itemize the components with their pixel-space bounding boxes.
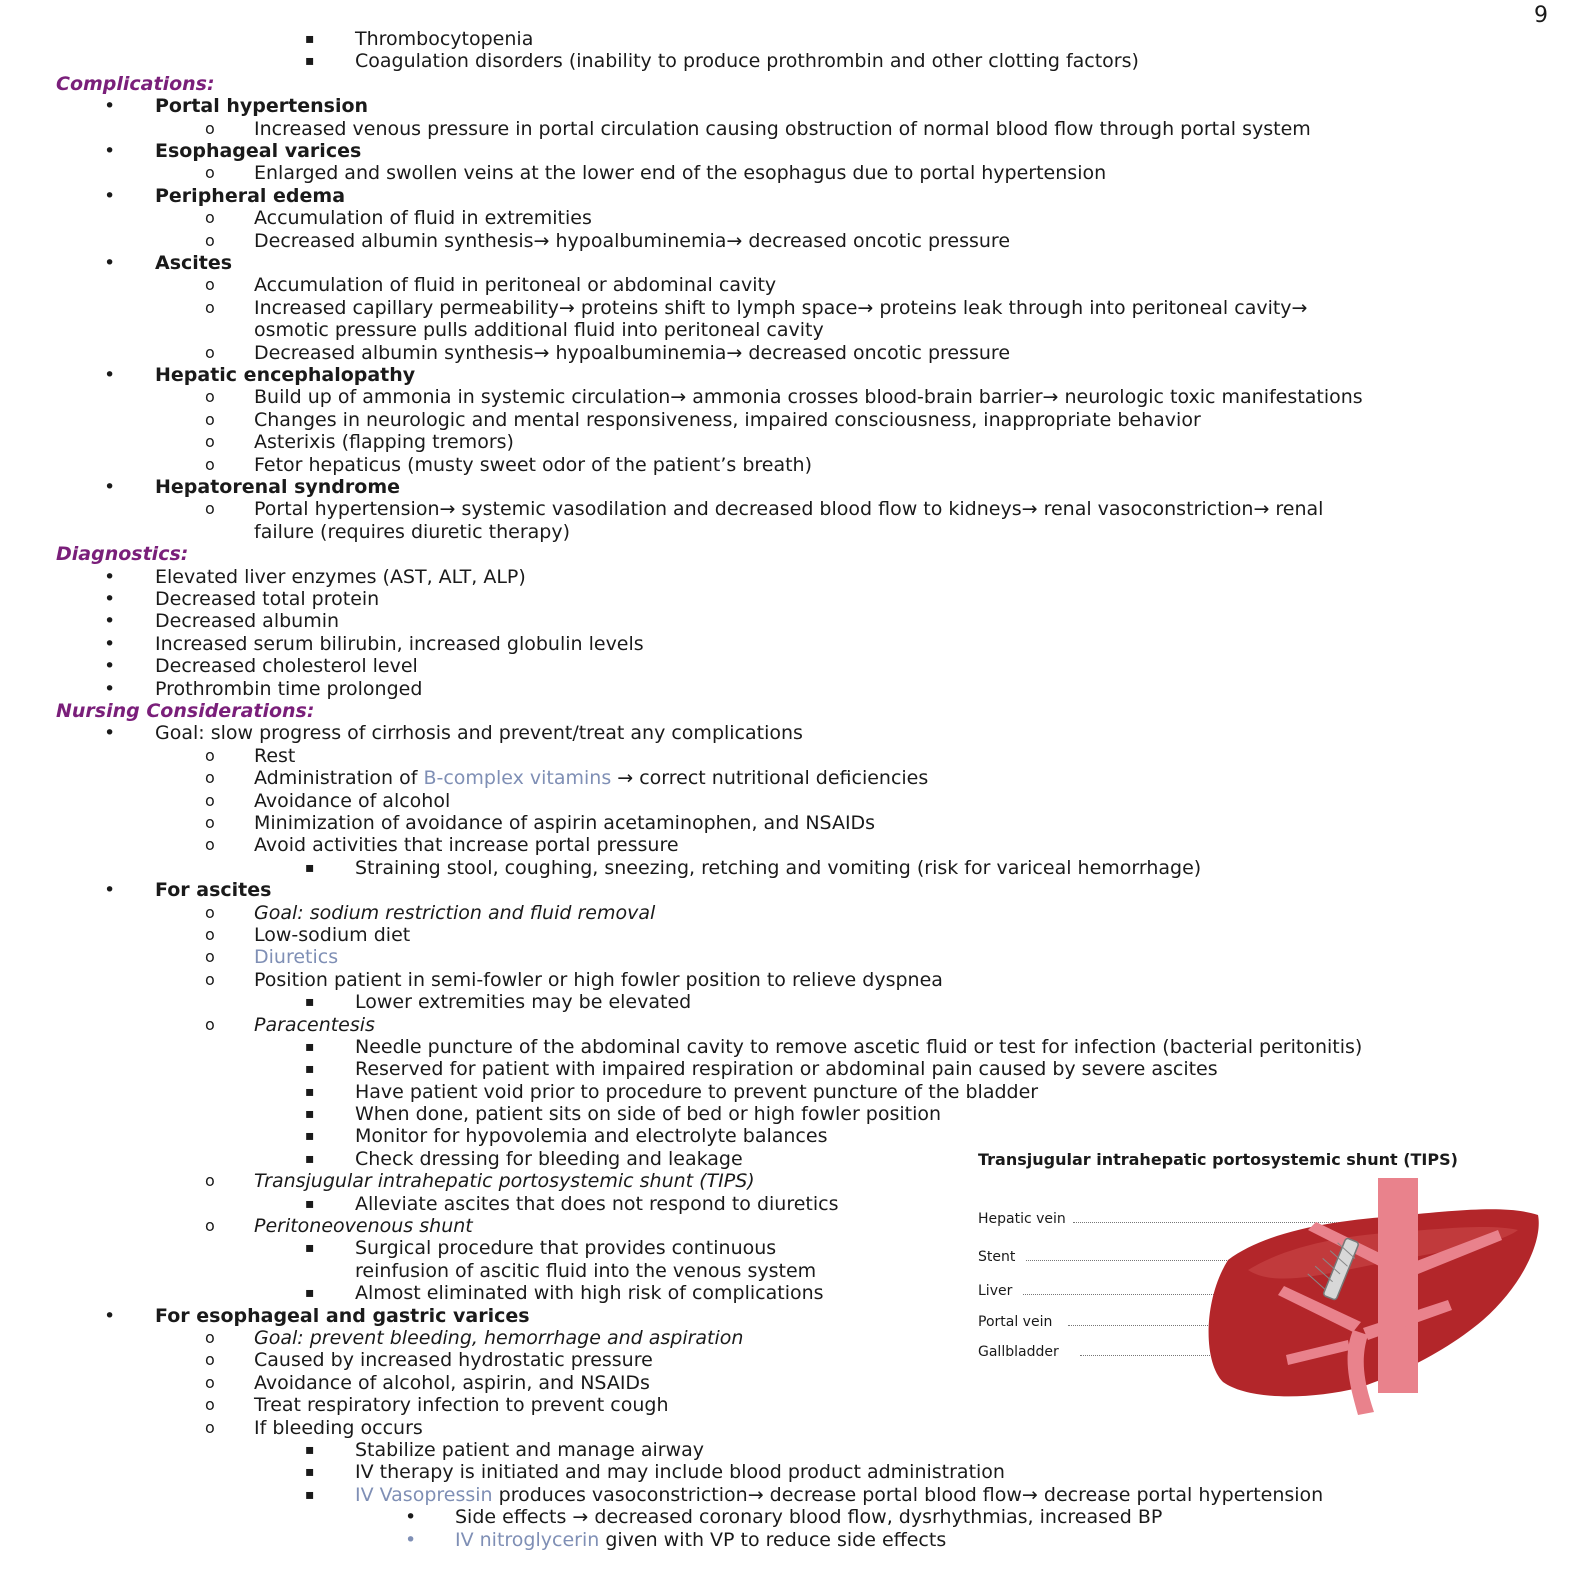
bullet-marker: • xyxy=(104,722,116,745)
bullet-marker: ▪ xyxy=(305,1061,315,1078)
list-item xyxy=(0,252,1588,274)
bullet-marker: o xyxy=(205,1350,215,1370)
bullet-marker: o xyxy=(205,1171,215,1191)
bullet-marker: ▪ xyxy=(305,1240,315,1257)
list-item-text xyxy=(155,95,368,117)
item-text: Portal hypertension xyxy=(155,95,369,118)
item-text: Avoid activities that increase portal pressure xyxy=(254,834,679,857)
list-item-text xyxy=(254,274,776,296)
bullet-marker: o xyxy=(205,924,215,944)
list-item xyxy=(0,274,1588,296)
bullet-marker: o xyxy=(205,969,215,989)
list-item-text xyxy=(254,1327,743,1349)
list-item-text xyxy=(355,50,1139,72)
bullet-marker: ▪ xyxy=(305,1195,315,1212)
bullet-marker: o xyxy=(205,1216,215,1236)
list-item-text xyxy=(254,1170,755,1192)
section-heading: Complications: xyxy=(56,72,215,95)
bullet-marker: o xyxy=(205,118,215,138)
bullet-marker: ▪ xyxy=(305,859,315,876)
list-item xyxy=(0,633,1588,655)
list-item-text xyxy=(355,991,691,1013)
item-text: Alleviate ascites that does not respond to diuretics xyxy=(355,1192,839,1215)
figure-label-hepatic-vein: Hepatic vein xyxy=(978,1211,1066,1227)
list-item-text xyxy=(355,1193,839,1215)
list-item xyxy=(0,521,1588,543)
list-item-text xyxy=(254,319,824,341)
list-item xyxy=(0,409,1588,431)
item-text: Asterixis (flapping tremors) xyxy=(254,431,514,454)
item-text: Transjugular intrahepatic portosystemic shunt (TIPS) xyxy=(254,1170,755,1193)
bullet-marker: o xyxy=(205,432,215,452)
item-text: Stabilize patient and manage airway xyxy=(355,1438,704,1461)
list-item-text xyxy=(155,185,345,207)
item-text: Reserved for patient with impaired respiration or abdominal pain caused by severe ascites xyxy=(355,1058,1218,1081)
highlighted-term: Diuretics xyxy=(254,946,339,969)
list-item xyxy=(0,610,1588,632)
list-item-text xyxy=(254,1417,423,1439)
list-item-text xyxy=(155,588,379,610)
item-text: Build up of ammonia in systemic circulation→ ammonia crosses blood-brain barrier→ neurologic toxic manifestations xyxy=(254,386,1363,409)
item-text: Almost eliminated with high risk of complications xyxy=(355,1282,824,1305)
bullet-marker: • xyxy=(104,1304,116,1327)
item-text: Needle puncture of the abdominal cavity to remove ascetic fluid or test for infection (bacterial peritonitis) xyxy=(355,1035,1363,1058)
item-text: Surgical procedure that provides continuous xyxy=(355,1237,777,1260)
item-text: If bleeding occurs xyxy=(254,1416,423,1439)
list-item xyxy=(0,364,1588,386)
list-item-text xyxy=(254,1394,669,1416)
item-text: Have patient void prior to procedure to prevent puncture of the bladder xyxy=(355,1080,1039,1103)
bullet-marker: o xyxy=(205,409,215,429)
item-text: failure (requires diuretic therapy) xyxy=(254,520,570,543)
list-item xyxy=(0,655,1588,677)
figure-label-liver: Liver xyxy=(978,1283,1013,1299)
list-item-text xyxy=(355,28,533,50)
list-item xyxy=(0,342,1588,364)
list-item xyxy=(0,1529,1588,1551)
bullet-marker: ▪ xyxy=(305,1486,315,1503)
list-item-text xyxy=(155,140,361,162)
bullet-marker: o xyxy=(205,1417,215,1437)
list-item-text xyxy=(254,162,1106,184)
item-text: Thrombocytopenia xyxy=(355,28,534,50)
list-item xyxy=(0,969,1588,991)
item-text: Decreased albumin synthesis→ hypoalbuminemia→ decreased oncotic pressure xyxy=(254,229,1011,252)
page-number: 9 xyxy=(1534,3,1548,28)
item-text: Low-sodium diet xyxy=(254,923,411,946)
bullet-marker: • xyxy=(104,655,116,678)
list-item xyxy=(0,431,1588,453)
bullet-marker: ▪ xyxy=(305,994,315,1011)
list-item-text xyxy=(455,1529,946,1551)
list-item-text xyxy=(355,857,1201,879)
item-text: Check dressing for bleeding and leakage xyxy=(355,1147,743,1170)
list-item xyxy=(0,1103,1588,1125)
list-item-text xyxy=(254,767,928,789)
list-item xyxy=(0,857,1588,879)
bullet-marker: o xyxy=(205,1372,215,1392)
bullet-marker: ▪ xyxy=(305,1441,315,1458)
list-item-text xyxy=(355,1148,743,1170)
list-item-text xyxy=(254,454,812,476)
list-item xyxy=(0,879,1588,901)
list-item xyxy=(0,1125,1588,1147)
list-item xyxy=(0,297,1588,319)
list-item xyxy=(0,207,1588,229)
list-item xyxy=(0,95,1588,117)
list-item xyxy=(0,1058,1588,1080)
list-item-text xyxy=(254,431,514,453)
item-text: Accumulation of fluid in peritoneal or abdominal cavity xyxy=(254,274,777,297)
list-item-text xyxy=(355,1260,816,1282)
item-text: Lower extremities may be elevated xyxy=(355,991,692,1014)
item-text: Minimization of avoidance of aspirin acetaminophen, and NSAIDs xyxy=(254,812,876,834)
list-item-text xyxy=(254,1349,653,1371)
item-text: Avoidance of alcohol xyxy=(254,789,451,812)
ivc-vessel xyxy=(1378,1178,1418,1393)
bullet-marker: • xyxy=(104,363,116,386)
bullet-marker: o xyxy=(205,499,215,519)
list-item-text xyxy=(254,230,1010,252)
bullet-marker: o xyxy=(205,813,215,832)
list-item-text xyxy=(155,566,526,588)
list-item-text xyxy=(254,745,295,767)
list-item-text xyxy=(254,946,338,968)
bullet-marker: o xyxy=(205,947,215,967)
list-item xyxy=(0,140,1588,162)
item-text: given with VP to reduce side effects xyxy=(599,1528,947,1551)
highlighted-term: IV Vasopressin xyxy=(355,1483,493,1506)
list-item-text xyxy=(155,476,400,498)
bullet-marker: o xyxy=(205,768,215,788)
item-text: Decreased albumin synthesis→ hypoalbuminemia→ decreased oncotic pressure xyxy=(254,341,1011,364)
bullet-marker: • xyxy=(405,1506,417,1529)
bullet-marker: o xyxy=(205,790,215,810)
highlighted-term: B-complex vitamins xyxy=(423,767,612,790)
list-item-text xyxy=(155,364,415,386)
item-text: Side effects → decreased coronary blood flow, dysrhythmias, increased BP xyxy=(455,1506,1163,1529)
list-item-text xyxy=(254,1372,650,1394)
item-text: Elevated liver enzymes (AST, ALT, ALP) xyxy=(155,565,526,588)
list-item xyxy=(0,498,1588,520)
item-text: Increased venous pressure in portal circulation causing obstruction of normal blood flow through portal system xyxy=(254,117,1311,140)
section-heading: Diagnostics: xyxy=(56,543,189,566)
list-item-text xyxy=(355,1036,1362,1058)
list-item-text xyxy=(355,1125,827,1147)
bullet-marker: ▪ xyxy=(305,1150,315,1167)
bullet-marker: ▪ xyxy=(305,31,315,47)
list-item-text xyxy=(254,521,570,543)
list-item-text xyxy=(254,812,875,834)
item-text: Monitor for hypovolemia and electrolyte balances xyxy=(355,1125,828,1148)
list-item-text xyxy=(254,342,1010,364)
list-item xyxy=(0,1461,1588,1483)
item-text: produces vasoconstriction→ decrease portal blood flow→ decrease portal hypertension xyxy=(492,1483,1324,1506)
item-text: Decreased total protein xyxy=(155,587,380,610)
bullet-marker: • xyxy=(405,1528,417,1551)
list-item xyxy=(0,386,1588,408)
list-item-text xyxy=(155,678,422,700)
item-text: Hepatorenal syndrome xyxy=(155,475,401,498)
bullet-marker: • xyxy=(104,587,116,610)
bullet-marker: ▪ xyxy=(305,1285,315,1302)
item-text: IV therapy is initiated and may include blood product administration xyxy=(355,1461,1005,1484)
list-item-text xyxy=(355,1058,1218,1080)
bullet-marker: • xyxy=(104,879,116,902)
bullet-marker: o xyxy=(205,387,215,407)
item-text: → correct nutritional deficiencies xyxy=(611,767,929,790)
item-text: For ascites xyxy=(155,879,272,902)
list-item xyxy=(0,50,1588,72)
item-text: Caused by increased hydrostatic pressure xyxy=(254,1349,653,1372)
bullet-marker: o xyxy=(205,230,215,250)
list-item xyxy=(0,1439,1588,1461)
bullet-marker: • xyxy=(104,475,116,498)
figure-label-gallbladder: Gallbladder xyxy=(978,1344,1059,1360)
list-item-text xyxy=(155,655,418,677)
bullet-marker: o xyxy=(205,275,215,295)
bullet-marker: ▪ xyxy=(305,1464,315,1481)
list-item xyxy=(0,118,1588,140)
list-item-text xyxy=(155,1305,530,1327)
list-item-text xyxy=(254,409,1201,431)
bullet-marker: ▪ xyxy=(305,1106,315,1123)
item-text: Accumulation of fluid in extremities xyxy=(254,207,592,230)
item-text: Rest xyxy=(254,744,296,767)
bullet-marker: • xyxy=(104,565,116,588)
list-item xyxy=(0,678,1588,700)
item-text: Portal hypertension→ systemic vasodilation and decreased blood flow to kidneys→ renal vasoconstriction→ renal xyxy=(254,498,1324,521)
item-text: Increased serum bilirubin, increased globulin levels xyxy=(155,632,644,655)
list-item-text xyxy=(155,879,271,901)
list-item-text xyxy=(254,118,1311,140)
item-text: Straining stool, coughing, sneezing, retching and vomiting (risk for variceal hemorrhage) xyxy=(355,856,1202,879)
list-item-text xyxy=(355,1484,1323,1506)
list-item-text xyxy=(355,1282,824,1304)
item-text: osmotic pressure pulls additional fluid into peritoneal cavity xyxy=(254,319,824,342)
list-item-text xyxy=(254,297,1307,319)
item-text: Esophageal varices xyxy=(155,140,362,163)
list-item-text xyxy=(254,902,655,924)
item-text: reinfusion of ascitic fluid into the venous system xyxy=(355,1259,817,1282)
list-item-text xyxy=(355,1103,941,1125)
bullet-marker: ▪ xyxy=(305,1128,315,1145)
list-item xyxy=(0,230,1588,252)
list-item xyxy=(0,946,1588,968)
list-item xyxy=(0,319,1588,341)
item-text: Decreased albumin xyxy=(155,610,340,633)
item-text: Peripheral edema xyxy=(155,184,346,207)
list-item xyxy=(0,745,1588,767)
list-item-text xyxy=(155,633,644,655)
list-item-text xyxy=(254,386,1363,408)
item-text: Increased capillary permeability→ proteins shift to lymph space→ proteins leak through into peritoneal cavity→ xyxy=(254,296,1308,319)
bullet-marker: o xyxy=(205,835,215,855)
bullet-marker: o xyxy=(205,1395,215,1415)
item-text: Avoidance of alcohol, aspirin, and NSAIDs xyxy=(254,1371,650,1394)
bullet-marker: o xyxy=(205,1014,215,1034)
list-item xyxy=(0,902,1588,924)
list-item xyxy=(0,454,1588,476)
figure-label-portal-vein: Portal vein xyxy=(978,1314,1053,1330)
item-text: Coagulation disorders (inability to produce prothrombin and other clotting factors) xyxy=(355,50,1139,73)
item-text: Paracentesis xyxy=(254,1013,375,1036)
item-text: Changes in neurologic and mental responsiveness, impaired consciousness, inappropriate behavior xyxy=(254,408,1201,431)
list-item-text xyxy=(355,1461,1005,1483)
item-text: Treat respiratory infection to prevent cough xyxy=(254,1394,669,1417)
list-item-text xyxy=(254,834,679,856)
item-text: Administration of xyxy=(254,767,424,790)
bullet-marker: o xyxy=(205,745,215,765)
bullet-marker: ▪ xyxy=(305,53,315,70)
list-item-text xyxy=(455,1506,1162,1528)
highlighted-term: IV nitroglycerin xyxy=(455,1528,600,1551)
list-item-text xyxy=(155,252,232,274)
list-item xyxy=(0,1014,1588,1036)
list-item xyxy=(0,1484,1588,1506)
list-item xyxy=(0,924,1588,946)
list-item xyxy=(0,162,1588,184)
list-item xyxy=(0,767,1588,789)
bullet-marker: • xyxy=(104,252,116,275)
item-text: Goal: sodium restriction and fluid removal xyxy=(254,901,656,924)
bullet-marker: o xyxy=(205,297,215,317)
item-text: Goal: slow progress of cirrhosis and prevent/treat any complications xyxy=(155,722,803,745)
list-item xyxy=(0,722,1588,744)
list-item xyxy=(0,834,1588,856)
item-text: Prothrombin time prolonged xyxy=(155,677,423,700)
item-text: Goal: prevent bleeding, hemorrhage and aspiration xyxy=(254,1326,744,1349)
list-item xyxy=(0,476,1588,498)
item-text: Position patient in semi-fowler or high fowler position to relieve dyspnea xyxy=(254,968,943,991)
list-item-text xyxy=(355,1439,704,1461)
list-item xyxy=(0,1081,1588,1103)
list-item xyxy=(0,185,1588,207)
list-item xyxy=(0,790,1588,812)
list-item-text xyxy=(254,207,592,229)
list-item-text xyxy=(254,498,1323,520)
bullet-marker: • xyxy=(104,610,116,633)
bullet-marker: o xyxy=(205,454,215,474)
tips-figure xyxy=(978,1150,1548,1430)
bullet-marker: ▪ xyxy=(305,1083,315,1100)
item-text: When done, patient sits on side of bed or high fowler position xyxy=(355,1103,942,1126)
item-text: Peritoneovenous shunt xyxy=(254,1215,473,1238)
list-item xyxy=(0,28,1588,50)
bullet-marker: • xyxy=(104,677,116,700)
bullet-marker: o xyxy=(205,208,215,228)
bullet-marker: o xyxy=(205,163,215,183)
list-item-text xyxy=(254,1014,375,1036)
item-text: Hepatic encephalopathy xyxy=(155,363,416,386)
list-item-text xyxy=(254,1215,473,1237)
list-item-text xyxy=(254,924,410,946)
bullet-marker: • xyxy=(104,140,116,163)
bullet-marker: ▪ xyxy=(305,1038,315,1055)
list-item xyxy=(0,1036,1588,1058)
bullet-marker: • xyxy=(104,184,116,207)
list-item-text xyxy=(254,790,450,812)
item-text: Decreased cholesterol level xyxy=(155,655,418,678)
section-heading: Nursing Considerations: xyxy=(56,699,315,722)
bullet-marker: • xyxy=(104,632,116,655)
item-text: Enlarged and swollen veins at the lower end of the esophagus due to portal hypertension xyxy=(254,162,1107,185)
list-item-text xyxy=(155,722,803,744)
figure-title: Transjugular intrahepatic portosystemic shunt (TIPS) xyxy=(978,1150,1458,1169)
item-text: For esophageal and gastric varices xyxy=(155,1304,530,1327)
list-item xyxy=(0,812,1588,834)
list-item-text xyxy=(355,1081,1038,1103)
bullet-marker: • xyxy=(104,95,116,118)
list-item xyxy=(0,566,1588,588)
liver-illustration xyxy=(978,1150,1548,1430)
list-item xyxy=(0,991,1588,1013)
list-item-text xyxy=(254,969,943,991)
list-item xyxy=(0,1506,1588,1528)
item-text: Fetor hepaticus (musty sweet odor of the patient’s breath) xyxy=(254,453,813,476)
bullet-marker: o xyxy=(205,342,215,362)
item-text: Ascites xyxy=(155,252,233,275)
list-item-text xyxy=(355,1237,776,1259)
bullet-marker: o xyxy=(205,902,215,922)
bullet-marker: o xyxy=(205,1327,215,1347)
list-item-text xyxy=(155,610,339,632)
figure-label-stent: Stent xyxy=(978,1249,1016,1265)
list-item xyxy=(0,588,1588,610)
